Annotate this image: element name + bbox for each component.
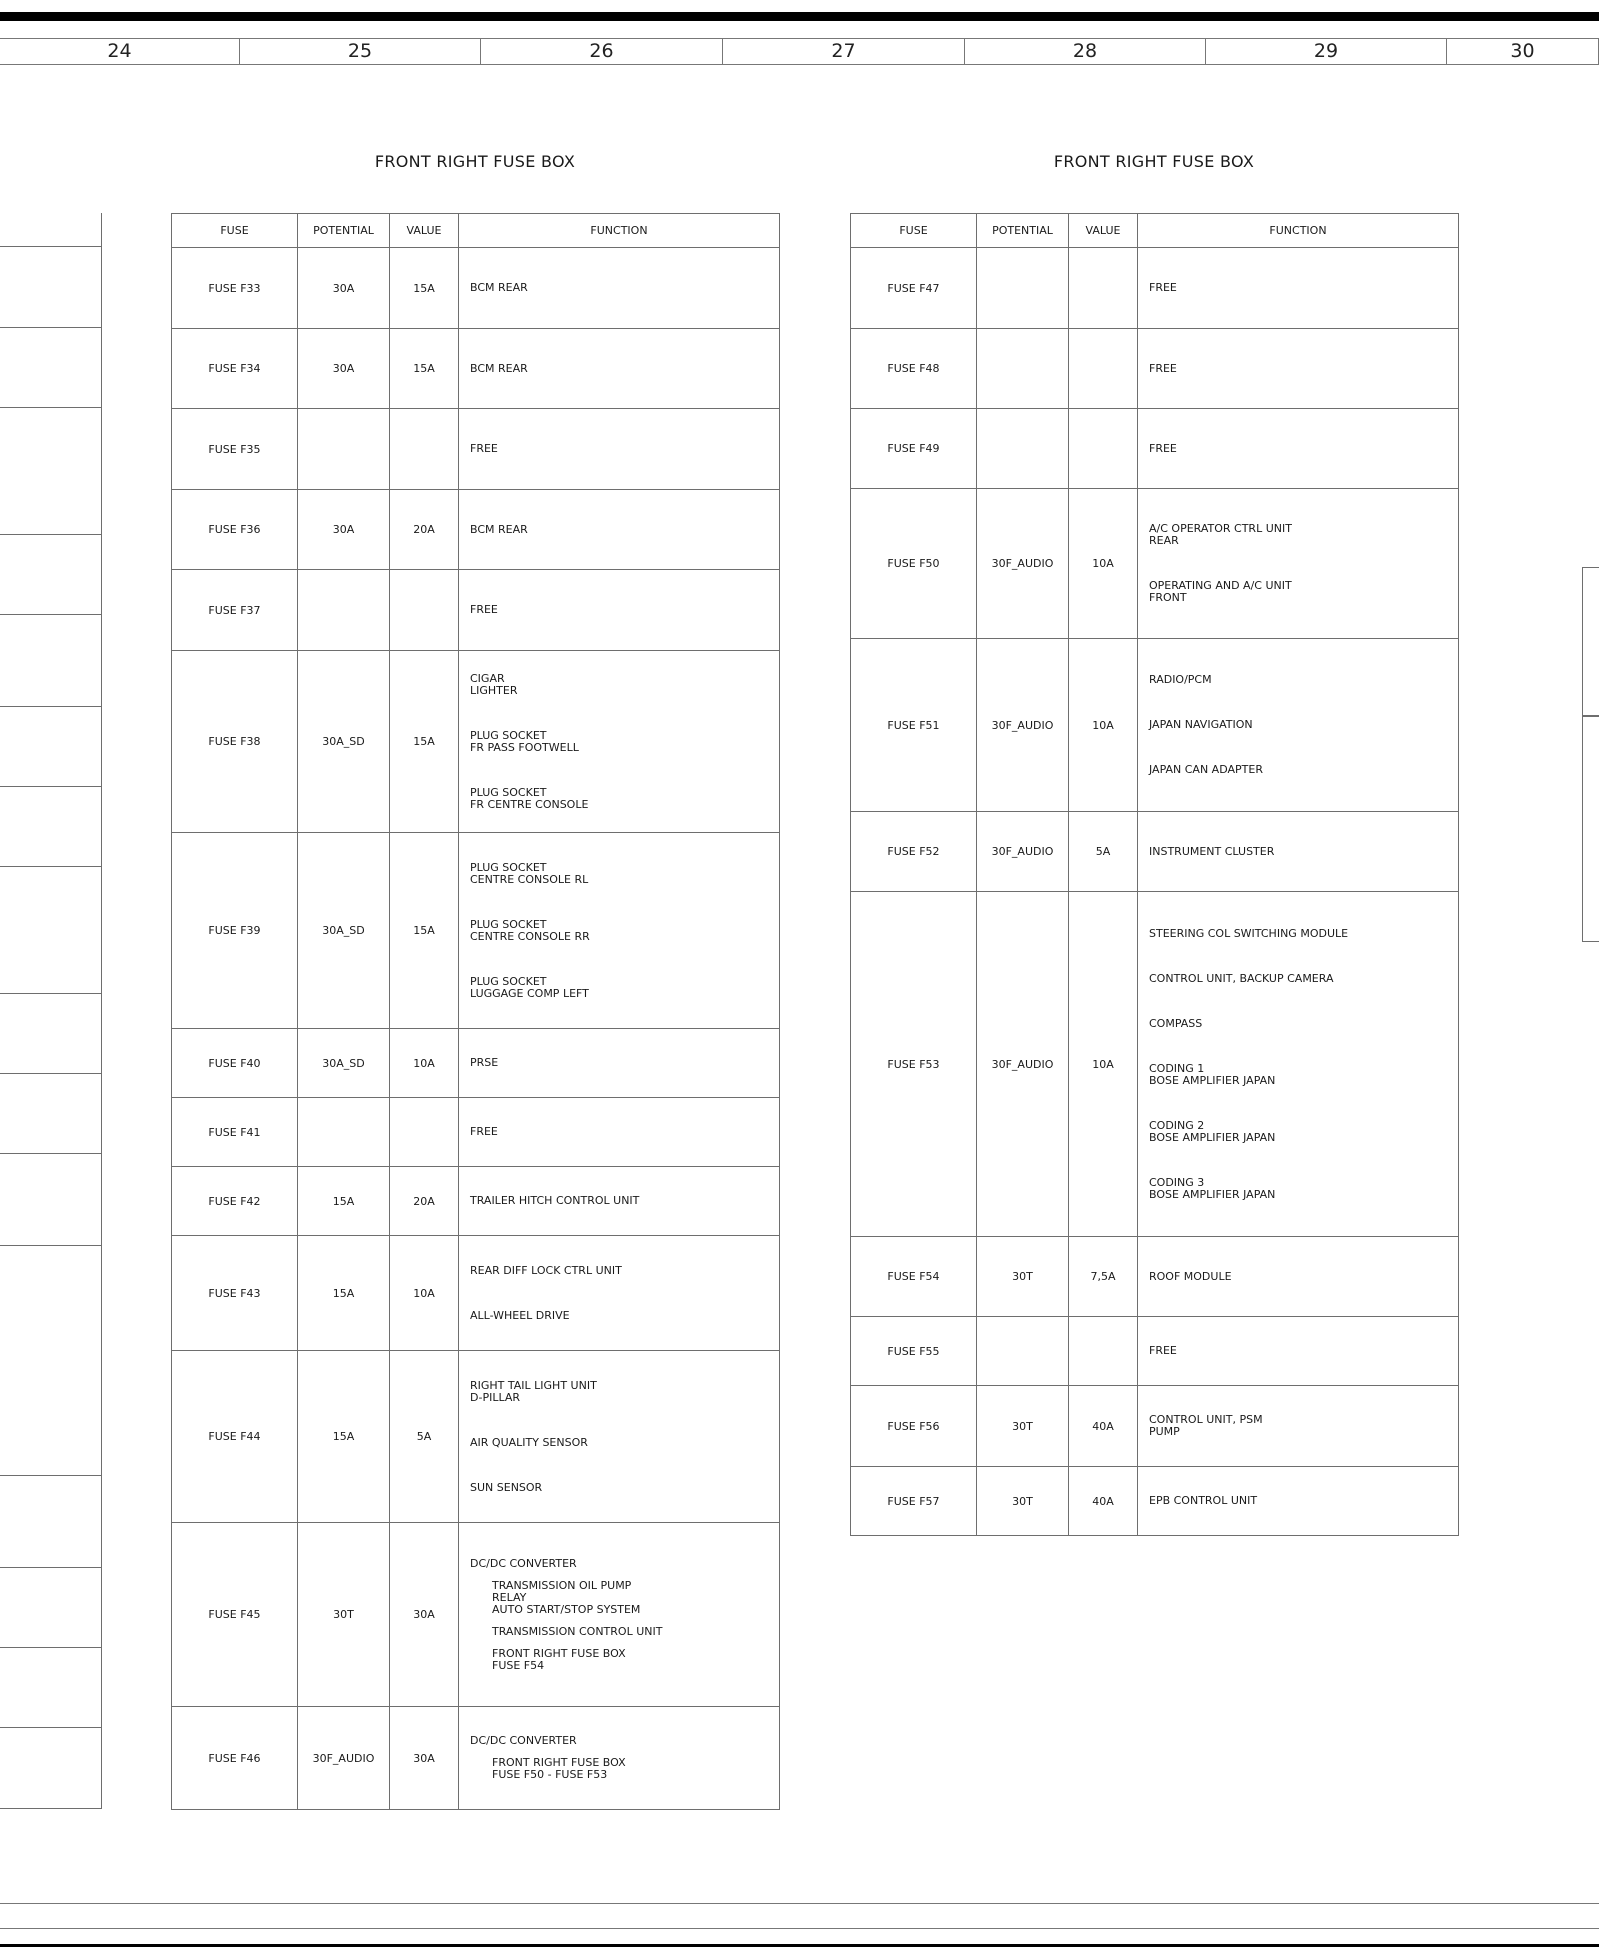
table-row <box>851 248 1459 329</box>
function-cell <box>459 1029 780 1098</box>
function-cell <box>1138 329 1459 409</box>
potential-cell: 30T <box>977 1467 1069 1536</box>
function-line: PLUG SOCKET LUGGAGE COMP LEFT <box>470 974 589 1000</box>
potential-cell <box>298 570 390 651</box>
function-line: CONTROL UNIT, PSM PUMP <box>1149 1413 1263 1438</box>
potential-cell: 15A <box>298 1167 390 1236</box>
function-line: PLUG SOCKET FR PASS FOOTWELL <box>470 728 579 754</box>
function-cell <box>1138 812 1459 892</box>
header-potential: POTENTIAL <box>298 214 390 248</box>
function-cell <box>459 570 780 651</box>
potential-cell: 30A <box>298 490 390 570</box>
function-cell <box>459 1523 780 1707</box>
value-cell: 30A <box>390 1707 459 1810</box>
function-line: FREE <box>1149 1344 1177 1357</box>
value-cell <box>1069 248 1138 329</box>
value-cell: 30A <box>390 1523 459 1707</box>
table-row <box>172 1236 780 1351</box>
potential-cell <box>298 409 390 490</box>
value-cell <box>1069 1317 1138 1386</box>
function-cell <box>459 248 780 329</box>
partial-row <box>0 408 101 535</box>
ruler-column-number: 27 <box>723 39 965 64</box>
function-line: CODING 3 BOSE AMPLIFIER JAPAN <box>1149 1175 1276 1201</box>
partial-row <box>0 867 101 994</box>
function-line: FREE <box>1149 361 1177 375</box>
function-cell <box>1138 1237 1459 1317</box>
function-cell <box>459 1351 780 1523</box>
fuse-id-cell: FUSE F50 <box>851 489 977 639</box>
value-cell <box>1069 409 1138 489</box>
function-line: FREE <box>1149 281 1177 294</box>
potential-cell <box>977 409 1069 489</box>
function-line: SUN SENSOR <box>470 1480 543 1494</box>
function-line: FREE <box>1149 441 1177 455</box>
function-cell <box>459 329 780 409</box>
partial-row <box>0 1074 101 1154</box>
value-cell: 10A <box>390 1029 459 1098</box>
fuse-id-cell: FUSE F52 <box>851 812 977 892</box>
function-line: CODING 1 BOSE AMPLIFIER JAPAN <box>1149 1061 1276 1087</box>
partial-row <box>0 1246 101 1476</box>
table-row <box>851 489 1459 639</box>
fuse-id-cell: FUSE F41 <box>172 1098 298 1167</box>
function-line: CIGAR LIGHTER <box>470 671 518 697</box>
table-row <box>851 409 1459 489</box>
fuse-id-cell: FUSE F46 <box>172 1707 298 1810</box>
potential-cell: 30A_SD <box>298 833 390 1029</box>
function-line: COMPASS <box>1149 1016 1203 1030</box>
value-cell: 5A <box>1069 812 1138 892</box>
ruler-column-number: 25 <box>240 39 481 64</box>
potential-cell <box>977 1317 1069 1386</box>
function-cell <box>1138 639 1459 812</box>
value-cell <box>390 409 459 490</box>
function-line: INSTRUMENT CLUSTER <box>1149 844 1275 858</box>
function-line: REAR DIFF LOCK CTRL UNIT <box>470 1263 622 1277</box>
function-line: PRSE <box>470 1056 499 1069</box>
header-value: VALUE <box>1069 214 1138 248</box>
fuse-id-cell: FUSE F38 <box>172 651 298 833</box>
potential-cell: 30F_AUDIO <box>977 892 1069 1237</box>
function-line: JAPAN NAVIGATION <box>1149 718 1253 731</box>
fuse-id-cell: FUSE F53 <box>851 892 977 1237</box>
function-line: DC/DC CONVERTER <box>470 1556 577 1570</box>
function-line: AIR QUALITY SENSOR <box>470 1435 588 1449</box>
partial-row <box>0 247 101 328</box>
fuse-id-cell: FUSE F47 <box>851 248 977 329</box>
bottom-border-line <box>0 1903 1599 1904</box>
function-line: TRANSMISSION OIL PUMP RELAY AUTO START/STOP SYSTEM <box>492 1578 641 1616</box>
function-line: PLUG SOCKET FR CENTRE CONSOLE <box>470 785 589 811</box>
potential-cell: 30A <box>298 248 390 329</box>
header-fuse: FUSE <box>172 214 298 248</box>
right-table-title: FRONT RIGHT FUSE BOX <box>1053 152 1255 171</box>
value-cell: 20A <box>390 1167 459 1236</box>
value-cell: 40A <box>1069 1467 1138 1536</box>
table-row <box>851 1317 1459 1386</box>
header-potential: POTENTIAL <box>977 214 1069 248</box>
partial-table-left-edge <box>0 213 102 1809</box>
table-row <box>851 812 1459 892</box>
potential-cell <box>977 329 1069 409</box>
potential-cell <box>298 1098 390 1167</box>
table-row <box>172 490 780 570</box>
value-cell: 7,5A <box>1069 1237 1138 1317</box>
function-line: FREE <box>470 1125 498 1138</box>
function-line: CONTROL UNIT, BACKUP CAMERA <box>1149 971 1334 985</box>
value-cell: 10A <box>1069 489 1138 639</box>
value-cell: 10A <box>1069 892 1138 1237</box>
table-row <box>172 1707 780 1810</box>
fuse-id-cell: FUSE F48 <box>851 329 977 409</box>
table-row <box>172 329 780 409</box>
potential-cell: 30T <box>977 1237 1069 1317</box>
function-cell <box>459 1707 780 1810</box>
fuse-id-cell: FUSE F44 <box>172 1351 298 1523</box>
function-cell <box>1138 1317 1459 1386</box>
potential-cell: 30T <box>298 1523 390 1707</box>
value-cell: 10A <box>390 1236 459 1351</box>
function-cell <box>459 833 780 1029</box>
function-line: CODING 2 BOSE AMPLIFIER JAPAN <box>1149 1118 1276 1144</box>
fuse-id-cell: FUSE F33 <box>172 248 298 329</box>
left-table-title: FRONT RIGHT FUSE BOX <box>374 152 576 171</box>
fuse-id-cell: FUSE F34 <box>172 329 298 409</box>
partial-row <box>0 213 101 247</box>
ruler-column-number: 30 <box>1447 39 1599 64</box>
top-border-rule <box>0 12 1599 21</box>
function-cell <box>1138 1386 1459 1467</box>
value-cell: 40A <box>1069 1386 1138 1467</box>
partial-row <box>0 994 101 1074</box>
header-function: FUNCTION <box>1138 214 1459 248</box>
partial-row <box>0 1568 101 1648</box>
function-cell <box>1138 409 1459 489</box>
function-line: TRAILER HITCH CONTROL UNIT <box>470 1194 640 1207</box>
table-row <box>851 1386 1459 1467</box>
table-row <box>172 1167 780 1236</box>
fuse-id-cell: FUSE F51 <box>851 639 977 812</box>
function-cell <box>1138 248 1459 329</box>
partial-row <box>0 1476 101 1568</box>
value-cell: 15A <box>390 329 459 409</box>
function-line: FRONT RIGHT FUSE BOX FUSE F54 <box>492 1646 626 1672</box>
potential-cell: 15A <box>298 1351 390 1523</box>
value-cell: 15A <box>390 248 459 329</box>
fuse-id-cell: FUSE F37 <box>172 570 298 651</box>
function-line: FRONT RIGHT FUSE BOX FUSE F50 - FUSE F53 <box>492 1756 626 1781</box>
value-cell <box>1069 329 1138 409</box>
function-line: PLUG SOCKET CENTRE CONSOLE RR <box>470 917 590 943</box>
ruler-column-number: 28 <box>965 39 1206 64</box>
function-line: A/C OPERATOR CTRL UNIT REAR <box>1149 522 1292 547</box>
function-line: JAPAN CAN ADAPTER <box>1149 763 1263 776</box>
fuse-id-cell: FUSE F42 <box>172 1167 298 1236</box>
table-row <box>851 639 1459 812</box>
function-line: BCM REAR <box>470 281 528 294</box>
fuse-id-cell: FUSE F57 <box>851 1467 977 1536</box>
partial-row <box>0 787 101 867</box>
function-cell <box>459 651 780 833</box>
table-row <box>851 1467 1459 1536</box>
partial-drawing-right-edge <box>1582 715 1599 942</box>
table-row <box>851 329 1459 409</box>
partial-row <box>0 535 101 615</box>
potential-cell: 30T <box>977 1386 1069 1467</box>
function-cell <box>1138 1467 1459 1536</box>
partial-row <box>0 615 101 707</box>
fuse-table-right <box>850 213 1459 1536</box>
header-fuse: FUSE <box>851 214 977 248</box>
fuse-id-cell: FUSE F40 <box>172 1029 298 1098</box>
function-cell <box>459 1236 780 1351</box>
value-cell <box>390 570 459 651</box>
potential-cell: 30F_AUDIO <box>977 489 1069 639</box>
ruler-column-number: 29 <box>1206 39 1447 64</box>
bottom-border-line <box>0 1928 1599 1929</box>
function-line: TRANSMISSION CONTROL UNIT <box>492 1624 663 1638</box>
table-row <box>172 409 780 490</box>
partial-drawing-right-edge <box>1582 567 1599 717</box>
table-row <box>172 833 780 1029</box>
potential-cell: 30F_AUDIO <box>977 812 1069 892</box>
table-row <box>172 570 780 651</box>
table-row <box>172 248 780 329</box>
function-line: BCM REAR <box>470 522 528 536</box>
function-cell <box>459 1098 780 1167</box>
partial-row <box>0 1728 101 1809</box>
table-row <box>172 1523 780 1707</box>
function-line: ALL-WHEEL DRIVE <box>470 1308 570 1322</box>
fuse-id-cell: FUSE F49 <box>851 409 977 489</box>
column-ruler <box>0 38 1599 65</box>
potential-cell: 30A_SD <box>298 651 390 833</box>
fuse-table-left <box>171 213 780 1810</box>
potential-cell <box>977 248 1069 329</box>
table-header-row <box>851 214 1459 248</box>
value-cell: 10A <box>1069 639 1138 812</box>
function-line: ROOF MODULE <box>1149 1269 1232 1283</box>
potential-cell: 30F_AUDIO <box>298 1707 390 1810</box>
ruler-column-number: 24 <box>0 39 240 64</box>
value-cell <box>390 1098 459 1167</box>
potential-cell: 15A <box>298 1236 390 1351</box>
function-cell <box>459 1167 780 1236</box>
potential-cell: 30A <box>298 329 390 409</box>
function-line: BCM REAR <box>470 361 528 375</box>
table-header-row <box>172 214 780 248</box>
value-cell: 15A <box>390 833 459 1029</box>
header-value: VALUE <box>390 214 459 248</box>
fuse-id-cell: FUSE F56 <box>851 1386 977 1467</box>
table-row <box>172 1029 780 1098</box>
table-row <box>172 1098 780 1167</box>
table-row <box>851 1237 1459 1317</box>
fuse-id-cell: FUSE F45 <box>172 1523 298 1707</box>
function-line: STEERING COL SWITCHING MODULE <box>1149 926 1349 940</box>
function-cell <box>459 409 780 490</box>
fuse-id-cell: FUSE F54 <box>851 1237 977 1317</box>
function-line: OPERATING AND A/C UNIT FRONT <box>1149 579 1292 604</box>
fuse-id-cell: FUSE F39 <box>172 833 298 1029</box>
function-line: RADIO/PCM <box>1149 673 1212 686</box>
fuse-id-cell: FUSE F36 <box>172 490 298 570</box>
function-cell <box>459 490 780 570</box>
function-cell <box>1138 892 1459 1237</box>
value-cell: 5A <box>390 1351 459 1523</box>
function-cell <box>1138 489 1459 639</box>
ruler-column-number: 26 <box>481 39 723 64</box>
potential-cell: 30F_AUDIO <box>977 639 1069 812</box>
function-line: FREE <box>470 442 498 455</box>
function-line: PLUG SOCKET CENTRE CONSOLE RL <box>470 860 589 886</box>
table-row <box>172 1351 780 1523</box>
function-line: RIGHT TAIL LIGHT UNIT D-PILLAR <box>470 1378 597 1404</box>
partial-row <box>0 328 101 408</box>
table-row <box>172 651 780 833</box>
function-line: DC/DC CONVERTER <box>470 1734 577 1747</box>
value-cell: 20A <box>390 490 459 570</box>
value-cell: 15A <box>390 651 459 833</box>
fuse-id-cell: FUSE F55 <box>851 1317 977 1386</box>
function-line: FREE <box>470 603 498 616</box>
table-row <box>851 892 1459 1237</box>
fuse-id-cell: FUSE F35 <box>172 409 298 490</box>
fuse-id-cell: FUSE F43 <box>172 1236 298 1351</box>
header-function: FUNCTION <box>459 214 780 248</box>
function-line: EPB CONTROL UNIT <box>1149 1494 1258 1507</box>
potential-cell: 30A_SD <box>298 1029 390 1098</box>
partial-row <box>0 1648 101 1728</box>
partial-row <box>0 1154 101 1246</box>
partial-row <box>0 707 101 787</box>
